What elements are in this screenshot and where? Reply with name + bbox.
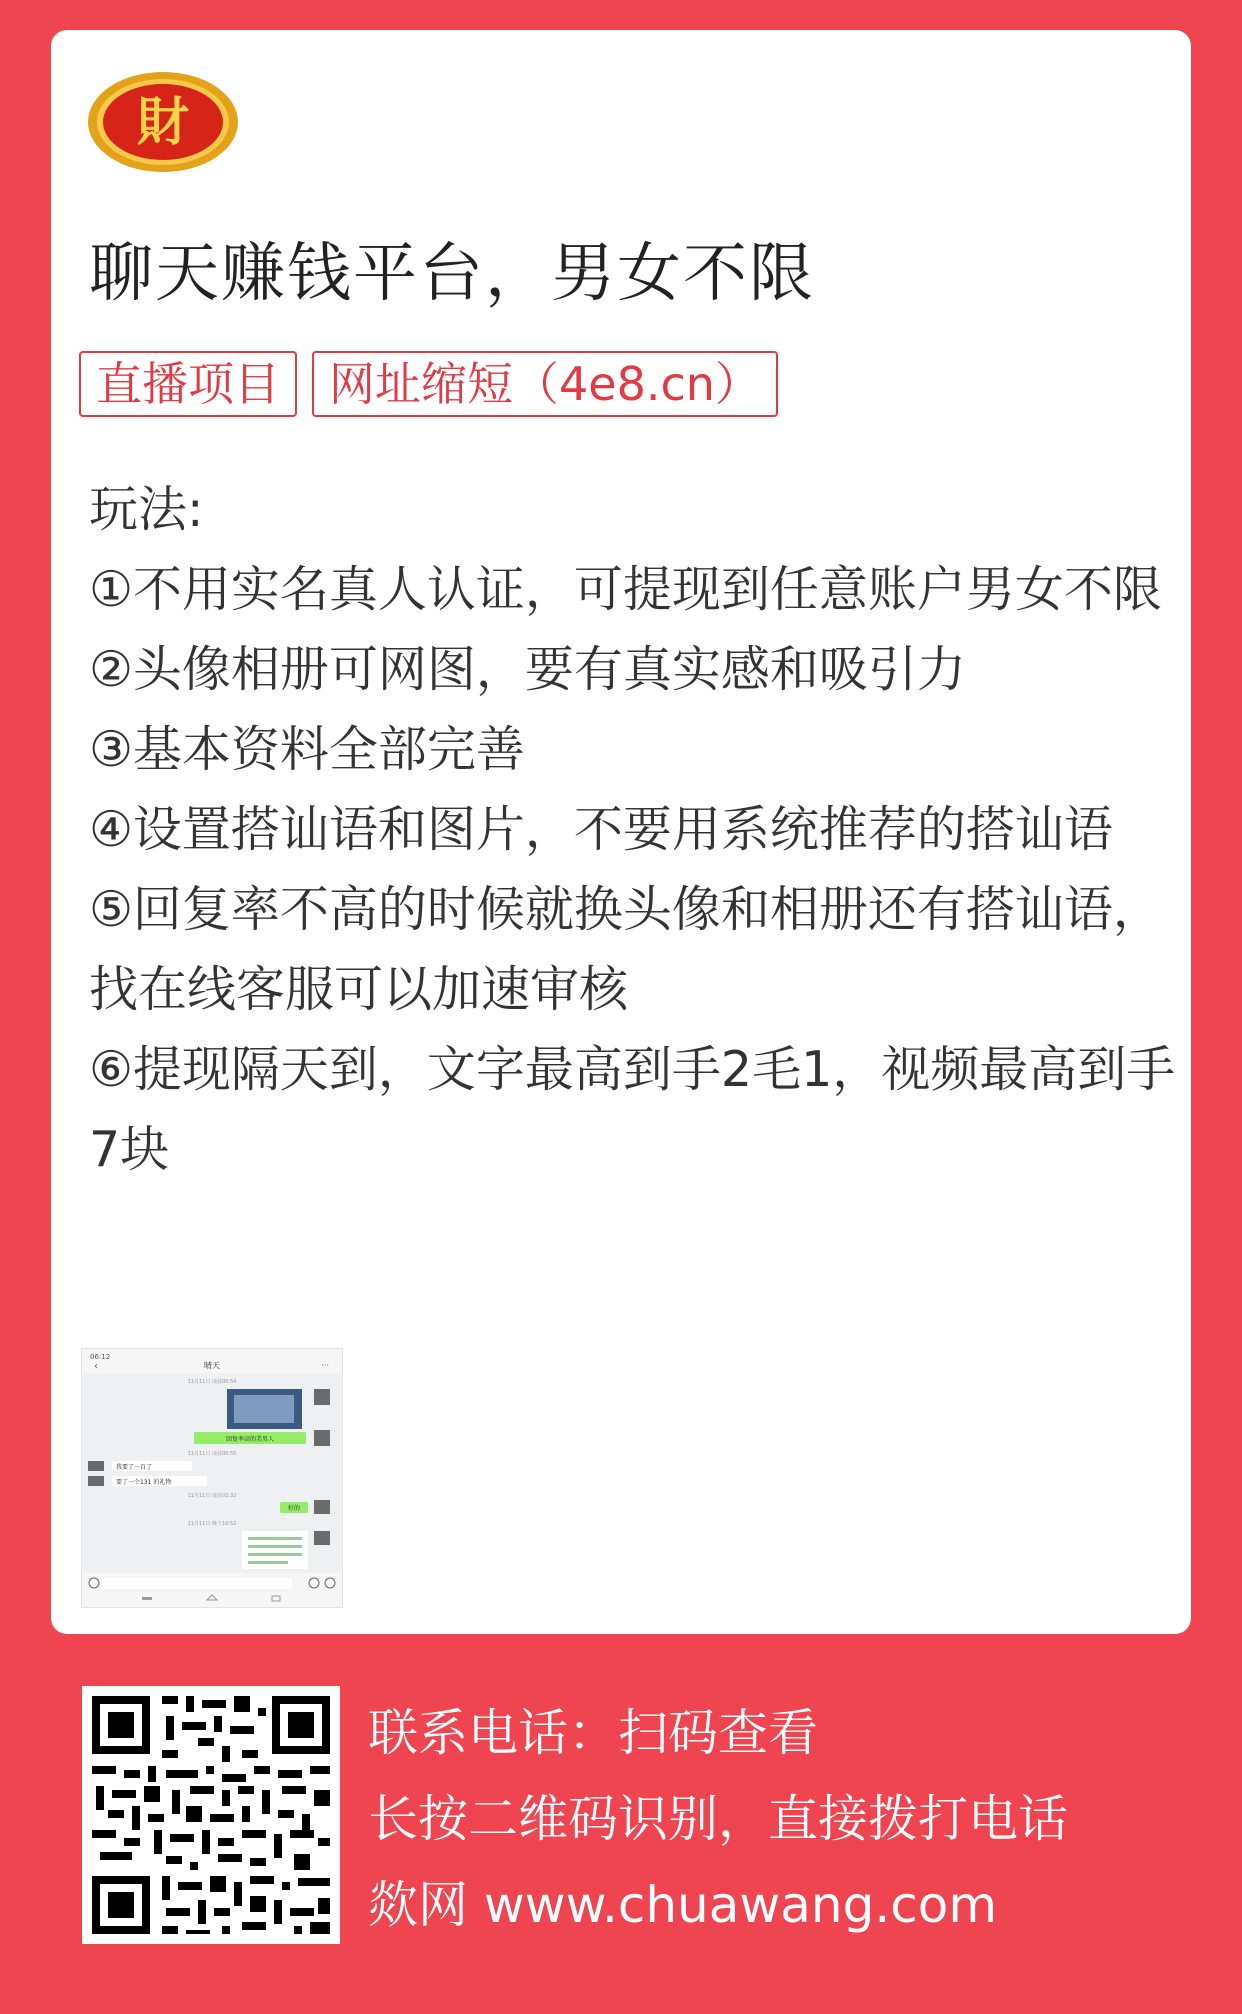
svg-text:‹: ‹ xyxy=(94,1361,98,1372)
contact-phone-text: 联系电话：扫码查看 xyxy=(368,1704,818,1762)
contact-hint-text: 长按二维码识别，直接拨打电话 xyxy=(368,1790,1068,1848)
description-item: ⑥提现隔天到，文字最高到手2毛1，视频最高到手7块 xyxy=(89,1041,1176,1178)
page-title: 聊天赚钱平台，男女不限 xyxy=(89,237,815,311)
chat-screenshot-image[interactable] xyxy=(81,1348,343,1608)
tag-url-shortener[interactable]: 网址缩短（4e8.cn） xyxy=(312,351,778,417)
timestamp: 11月11日 凌晨00:55 xyxy=(187,1451,237,1457)
chat-bubble: 回复率高的美男人 xyxy=(225,1436,275,1443)
description-heading: 玩法: xyxy=(89,481,204,538)
logo-char: 財 xyxy=(136,92,190,153)
timestamp: 11月11日 晚上10:52 xyxy=(187,1521,237,1527)
description-item: ②头像相册可网图，要有真实感和吸引力 xyxy=(89,641,966,698)
content-card xyxy=(51,30,1191,1634)
timestamp: 11月11日 凌晨02:32 xyxy=(187,1493,237,1499)
tag-list xyxy=(79,351,778,417)
qr-code-icon[interactable] xyxy=(82,1686,340,1944)
description-item: ①不用实名真人认证，可提现到任意账户男女不限 xyxy=(89,561,1162,618)
description xyxy=(89,470,1199,1190)
chat-title: 晴天 xyxy=(204,1361,220,1370)
footer-contact xyxy=(368,1690,1068,1948)
site-link[interactable]: 欻网 www.chuawang.com xyxy=(368,1876,998,1934)
chat-bubble: 好的 xyxy=(287,1505,301,1512)
description-item: ④设置搭讪语和图片，不要用系统推荐的搭讪语 xyxy=(89,801,1113,858)
description-item: ③基本资料全部完善 xyxy=(89,721,525,778)
chat-bubble: 要了一个131 的礼物 xyxy=(116,1479,172,1486)
status-time: 06:12 xyxy=(90,1353,111,1361)
cai-logo-icon xyxy=(86,70,241,175)
svg-text:···: ··· xyxy=(321,1361,329,1370)
timestamp: 11月11日 凌晨00:54 xyxy=(187,1379,237,1385)
tag-live-project[interactable]: 直播项目 xyxy=(79,351,297,417)
description-item: ⑤回复率不高的时候就换头像和相册还有搭讪语，找在线客服可以加速审核 xyxy=(89,881,1162,1018)
chat-bubble: 我要了一百了 xyxy=(116,1464,153,1471)
